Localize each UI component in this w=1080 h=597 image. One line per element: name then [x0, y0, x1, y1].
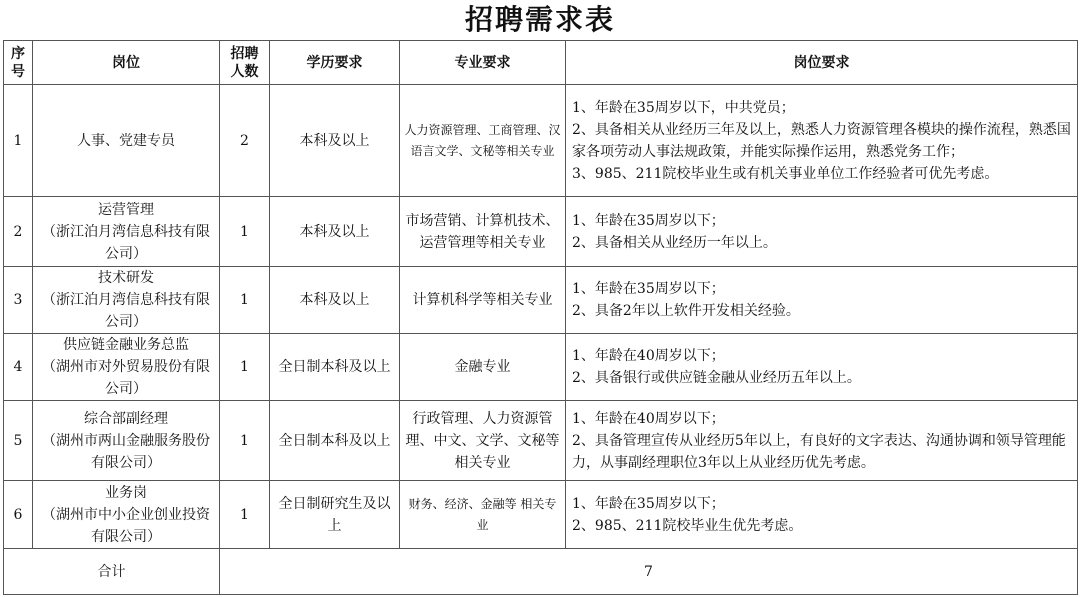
row-count: 1: [220, 401, 270, 481]
row-major: 行政管理、人力资源管理、中文、文学、文秘等相关专业: [400, 401, 566, 481]
row-education: 全日制本科及以上: [270, 334, 400, 401]
row-count: 1: [220, 267, 270, 334]
row-requirements: 1、年龄在35周岁以下； 2、具备2年以上软件开发相关经验。: [566, 267, 1078, 334]
header-position: 岗位: [33, 41, 220, 85]
row-seq: 5: [4, 401, 33, 481]
row-position: 业务岗 （湖州市中小企业创业投资有限公司）: [33, 481, 220, 549]
row-requirements: 1、年龄在40周岁以下； 2、具备银行或供应链金融从业经历五年以上。: [566, 334, 1078, 401]
table-row: [4, 334, 1078, 401]
row-requirements: 1、年龄在35周岁以下； 2、具备相关从业经历一年以上。: [566, 197, 1078, 267]
row-seq: 3: [4, 267, 33, 334]
row-seq: 2: [4, 197, 33, 267]
header-row: [4, 41, 1078, 85]
table-row: [4, 85, 1078, 197]
row-education: 全日制研究生及以上: [270, 481, 400, 549]
row-count: 1: [220, 334, 270, 401]
row-education: 本科及以上: [270, 197, 400, 267]
row-requirements: 1、年龄在40周岁以下； 2、具备管理宣传从业经历5年以上，有良好的文字表达、沟通协调和领导管理能力，从事副经理职位3年以上从业经历优先考虑。: [566, 401, 1078, 481]
table-row: [4, 197, 1078, 267]
row-position: 运营管理 （浙江泊月湾信息科技有限公司）: [33, 197, 220, 267]
header-education: 学历要求: [270, 41, 400, 85]
row-count: 1: [220, 481, 270, 549]
row-seq: 1: [4, 85, 33, 197]
row-major: 计算机科学等相关专业: [400, 267, 566, 334]
header-seq: 序 号: [4, 41, 33, 85]
row-requirements: 1、年龄在35周岁以下； 2、985、211院校毕业生优先考虑。: [566, 481, 1078, 549]
header-count: 招聘 人数: [220, 41, 270, 85]
total-label: 合计: [4, 549, 220, 595]
row-education: 本科及以上: [270, 267, 400, 334]
table-row: [4, 481, 1078, 549]
row-count: 2: [220, 85, 270, 197]
row-major: 财务、经济、金融等 相关专业: [400, 481, 566, 549]
row-education: 全日制本科及以上: [270, 401, 400, 481]
page-title: 招聘需求表: [464, 3, 615, 36]
row-count: 1: [220, 197, 270, 267]
row-seq: 6: [4, 481, 33, 549]
row-major: 人力资源管理、工商管理、汉语言文学、文秘等相关专业: [400, 85, 566, 197]
row-position: 供应链金融业务总监 （湖州市对外贸易股份有限公司）: [33, 334, 220, 401]
row-requirements: 1、年龄在35周岁以下，中共党员； 2、具备相关从业经历三年及以上，熟悉人力资源管理各模块的操作流程，熟悉国家各项劳动人事法规政策，并能实际操作运用，熟悉党务工作； 3、985、211院校毕业生或有机关事业单位工作经验者可优先考虑。: [566, 85, 1078, 197]
row-major: 市场营销、计算机技术、运营管理等相关专业: [400, 197, 566, 267]
table-row: [4, 267, 1078, 334]
header-major: 专业要求: [400, 41, 566, 85]
row-position: 技术研发 （浙江泊月湾信息科技有限公司）: [33, 267, 220, 334]
total-row: [4, 549, 1078, 595]
row-education: 本科及以上: [270, 85, 400, 197]
row-seq: 4: [4, 334, 33, 401]
total-value: 7: [220, 549, 1078, 595]
recruitment-table: [3, 40, 1078, 595]
row-major: 金融专业: [400, 334, 566, 401]
row-position: 人事、党建专员: [33, 85, 220, 197]
header-requirements: 岗位要求: [566, 41, 1078, 85]
table-row: [4, 401, 1078, 481]
row-position: 综合部副经理 （湖州市两山金融服务股份有限公司）: [33, 401, 220, 481]
